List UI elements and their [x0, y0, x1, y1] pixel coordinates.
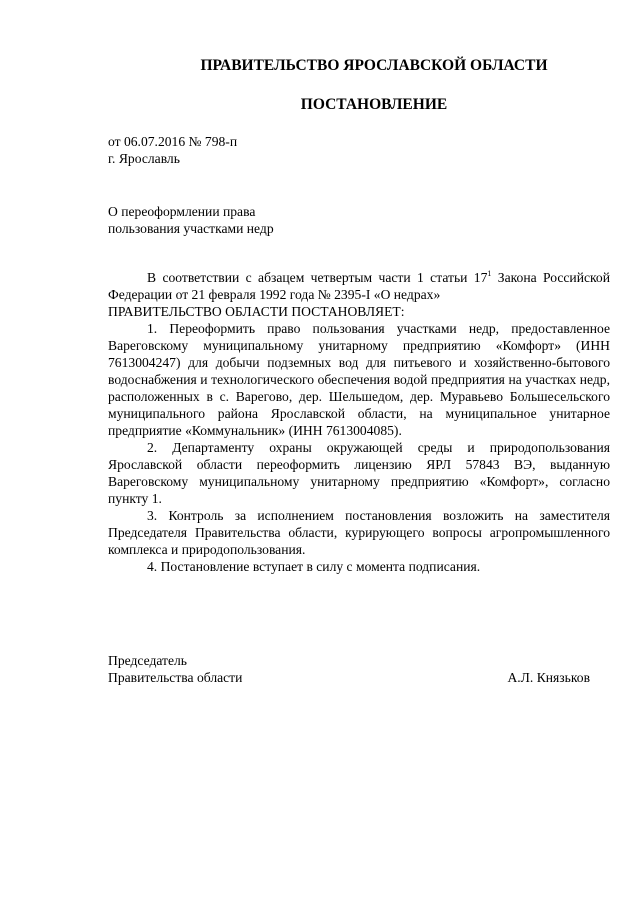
document-type-title: ПОСТАНОВЛЕНИЕ — [300, 96, 448, 113]
preamble-text-end: Закона Российской Федерации от 21 февраля 1992 года № 2395-I «О недрах» — [108, 270, 610, 302]
decree-phrase: ПРАВИТЕЛЬСТВО ОБЛАСТИ ПОСТАНОВЛЯЕТ: — [108, 304, 405, 319]
signatory-title-line: Председатель — [108, 653, 187, 668]
organization-title: ПРАВИТЕЛЬСТВО ЯРОСЛАВСКОЙ ОБЛАСТИ — [200, 57, 548, 74]
document-meta — [108, 133, 237, 167]
city: г. Ярославль — [108, 151, 180, 166]
signatory-title-line: Правительства области — [108, 670, 243, 685]
subject-line: пользования участками недр — [108, 221, 274, 236]
signature-row-2 — [108, 669, 590, 686]
document-subject — [108, 203, 274, 237]
subject-line: О переоформлении права — [108, 204, 256, 219]
decree-item-3: 3. Контроль за исполнением постановления возложить на заместителя Председателя Правительства области, курирующего вопросы агропромышленного комплекса и природопользования. — [108, 508, 610, 557]
date-and-number: от 06.07.2016 № 798-п — [108, 134, 238, 149]
document-body — [108, 269, 610, 575]
preamble-paragraph — [108, 269, 610, 303]
preamble-text: В соответствии с абзацем четвертым части 1 статьи 17 — [147, 270, 488, 285]
decree-item-1: 1. Переоформить право пользования участками недр, предоставленное Вареговскому муниципальному унитарному предприятию «Комфорт» (ИНН 7613004247) для добычи подземных вод для питьевого и хозяйственно-бытового водоснабжения и технологического обеспечения водой предприятия на участках недр, расположенных в с. Варегово, дер. Шельшедом, дер. Муравьево Большесельского муниципального района Ярославской области, на муниципальное унитарное предприятие «Коммунальник» (ИНН 7613004085). — [108, 321, 610, 438]
article-superscript: 1 — [487, 269, 492, 278]
decree-item-2: 2. Департаменту охраны окружающей среды и природопользования Ярославской области переоформить лицензию ЯРЛ 57843 ВЭ, выданную Вареговскому муниципальному унитарному предприятию «Комфорт», согласно пункту 1. — [108, 440, 610, 506]
decree-item-4: 4. Постановление вступает в силу с момента подписания. — [147, 559, 481, 574]
signature-block — [108, 652, 590, 686]
signature-row-1 — [108, 652, 590, 669]
signatory-name: А.Л. Князьков — [507, 670, 590, 685]
